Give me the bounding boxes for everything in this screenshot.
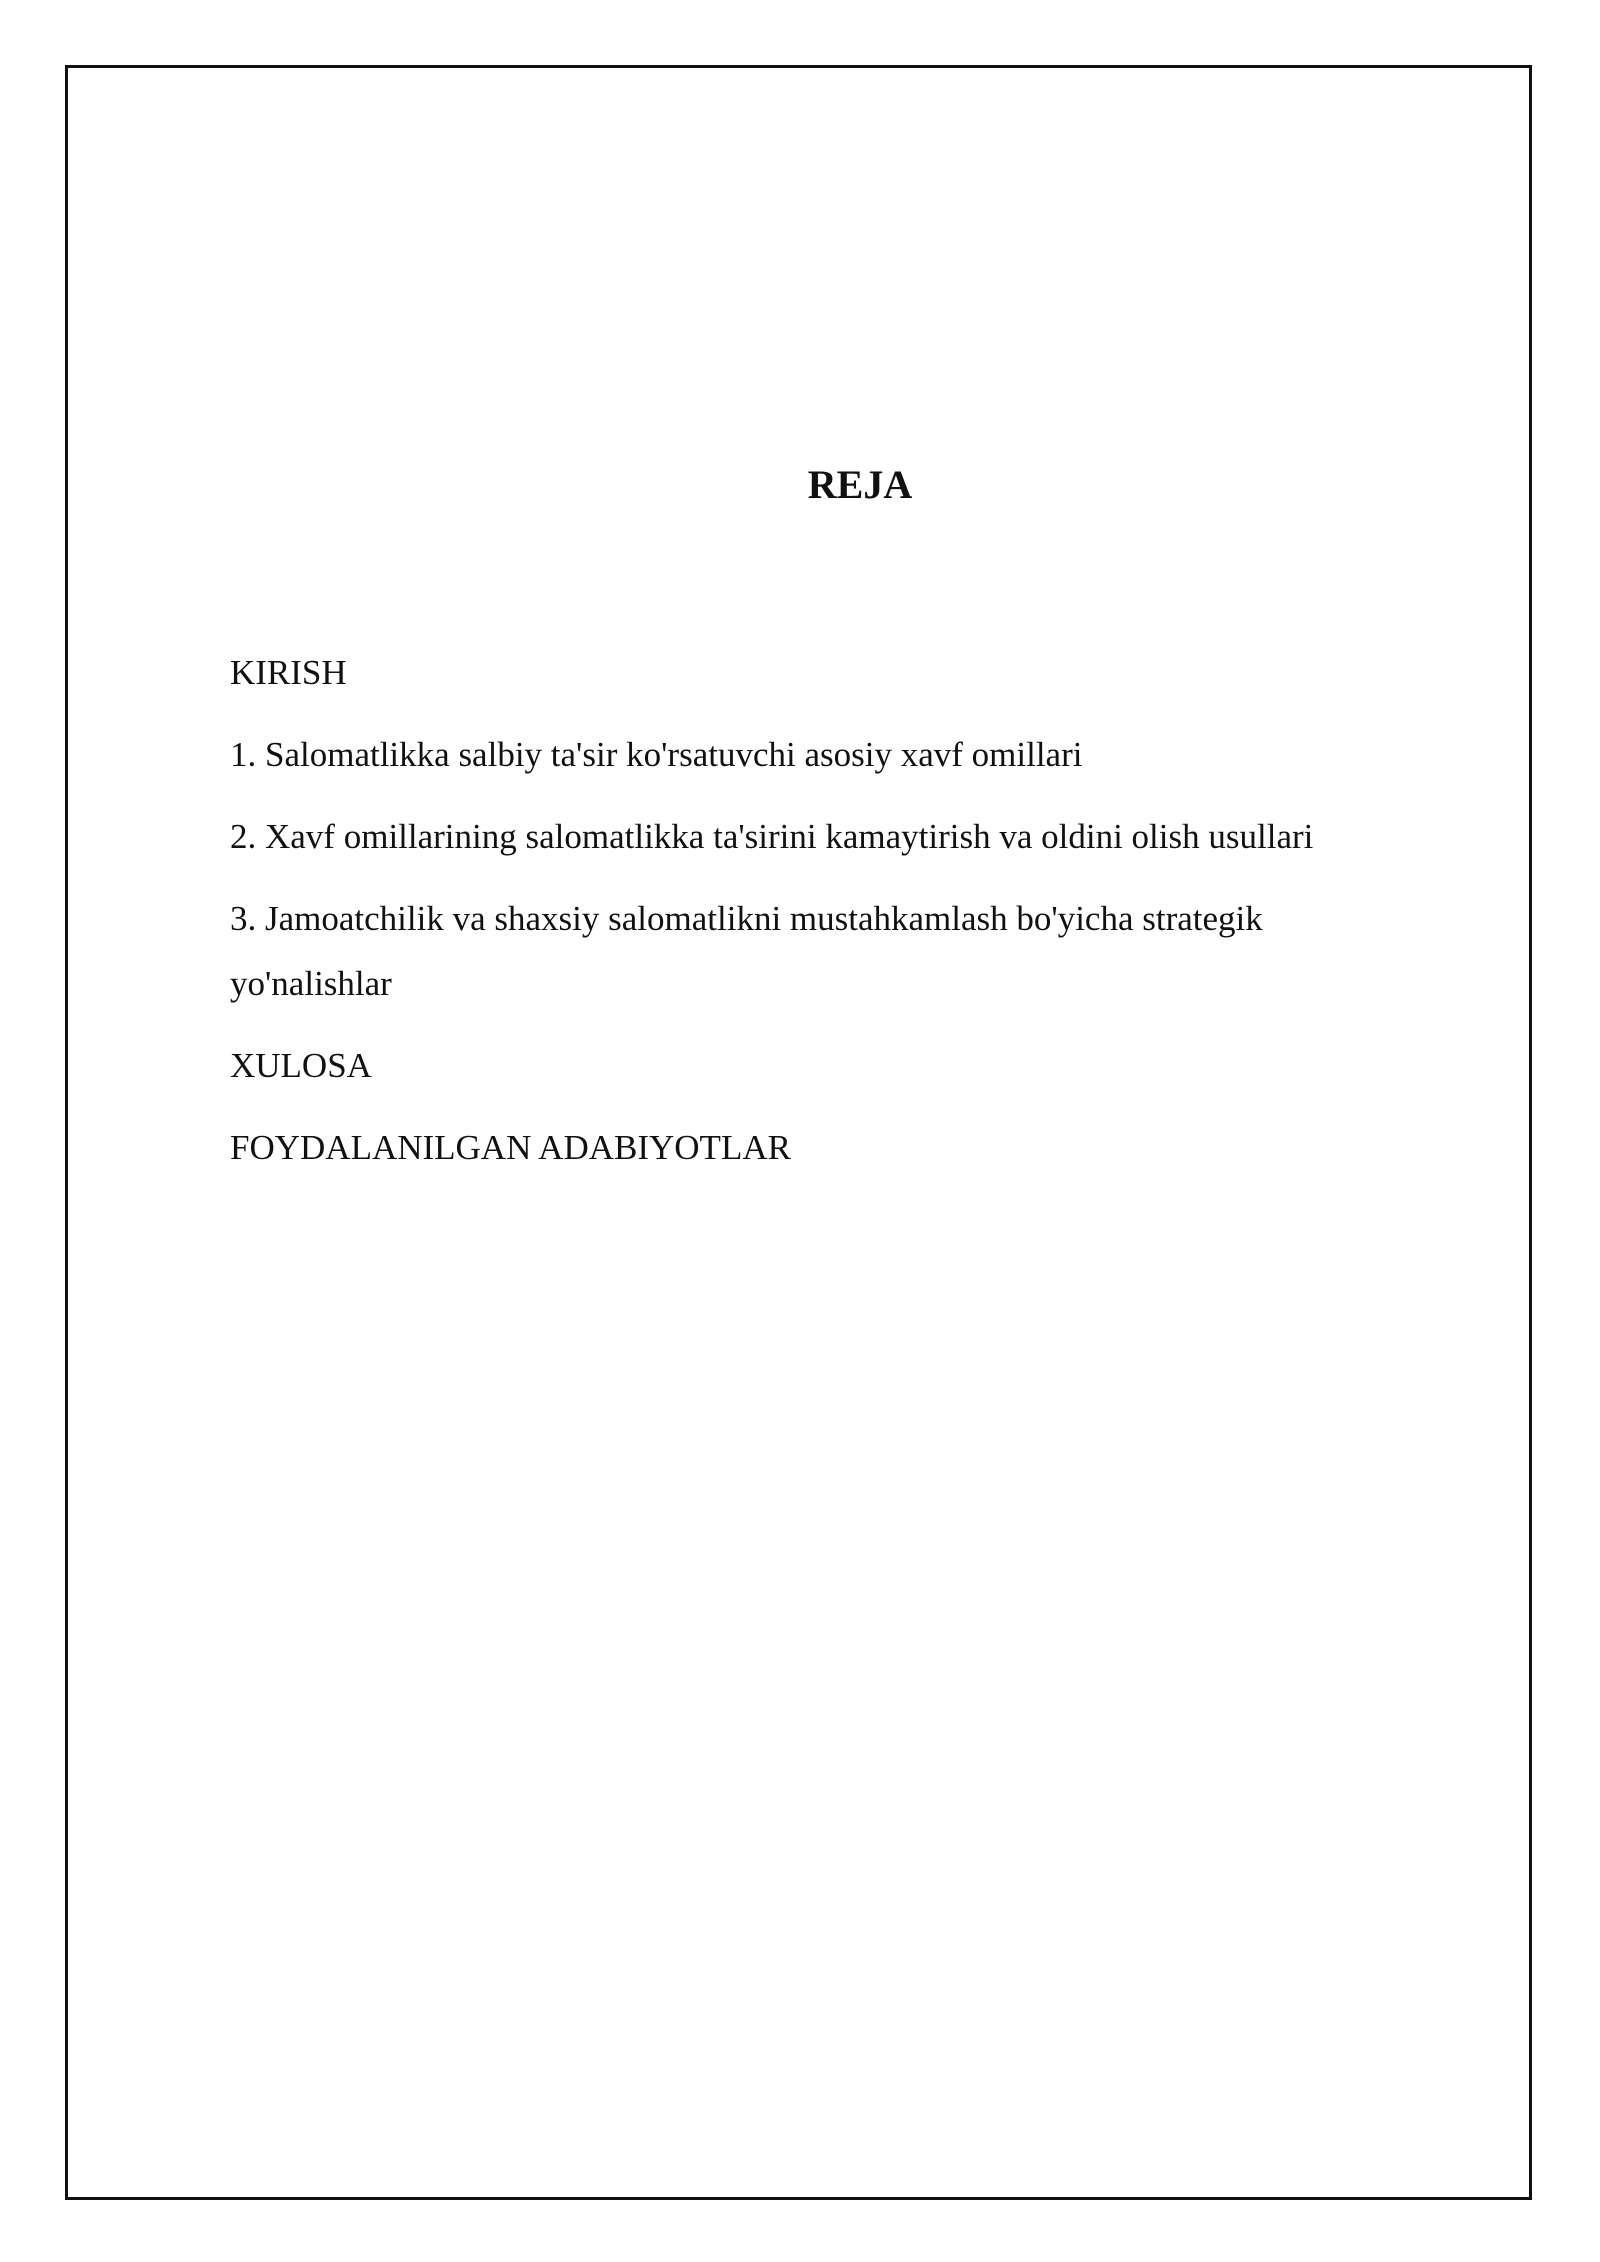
plan-item-1: 1. Salomatlikka salbiy ta'sir ko'rsatuvchi asosiy xavf omillari (230, 735, 1083, 774)
page-title: REJA (807, 462, 913, 507)
plan-item-conclusion: XULOSA (230, 1046, 372, 1085)
plan-list (230, 640, 1430, 1197)
plan-item-references: FOYDALANILGAN ADABIYOTLAR (230, 1128, 791, 1167)
plan-item-3: 3. Jamoatchilik va shaxsiy salomatlikni mustahkamlash bo'yicha strategik yo'nalishlar (230, 899, 1263, 1003)
plan-item-introduction: KIRISH (230, 653, 347, 692)
plan-item-2: 2. Xavf omillarining salomatlikka ta'sirini kamaytirish va oldini olish usullari (230, 817, 1314, 856)
